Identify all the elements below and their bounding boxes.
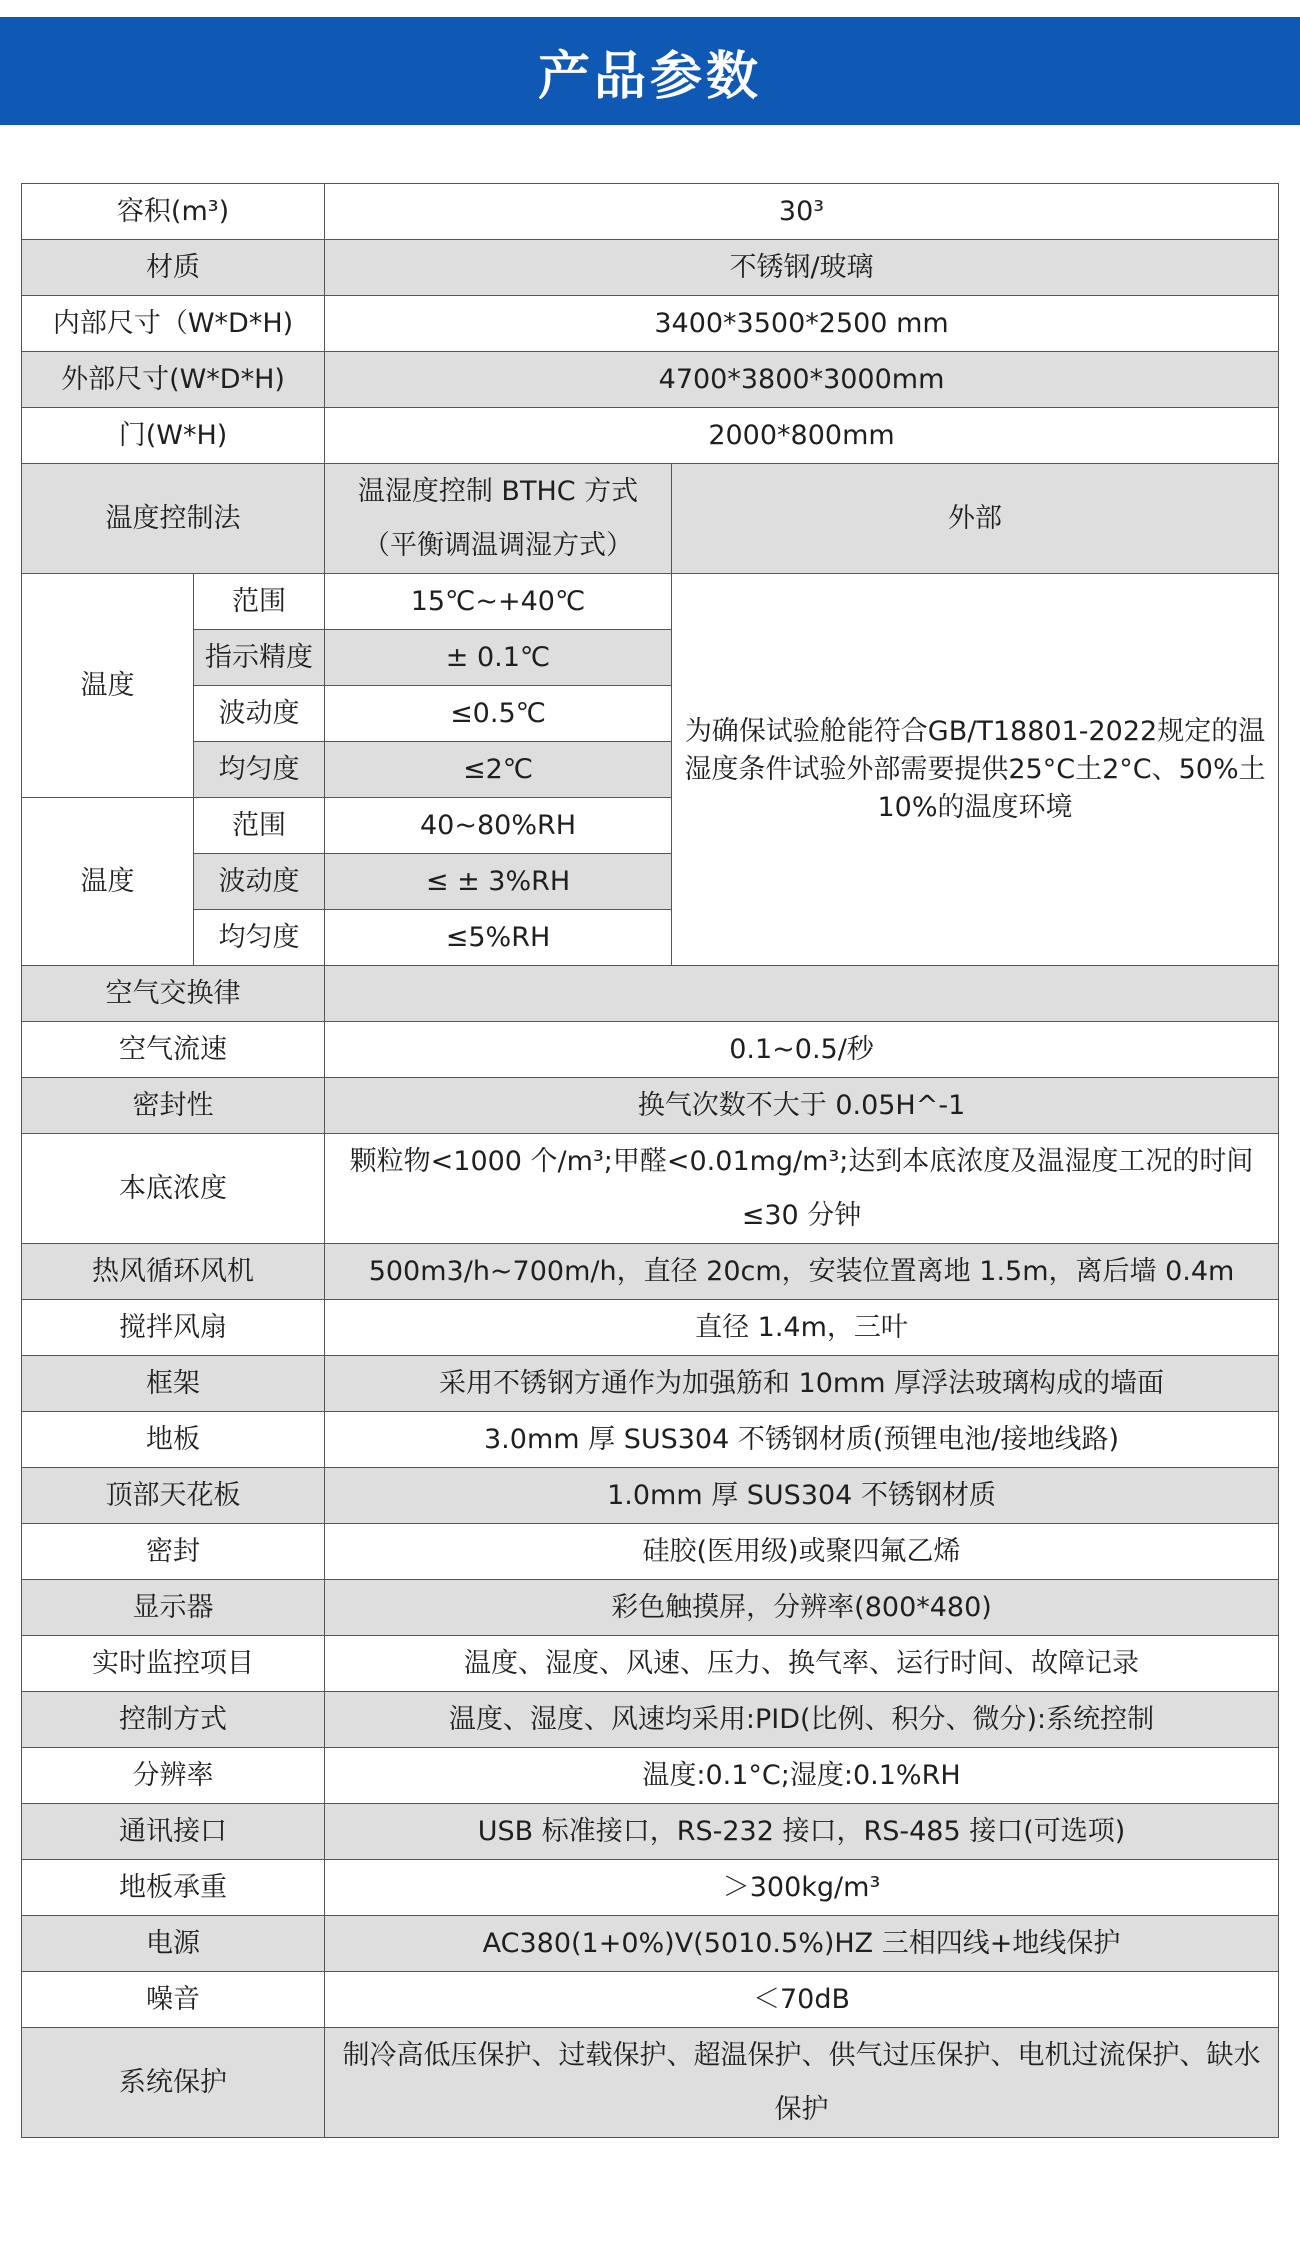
row-value: 1.0mm 厚 SUS304 不锈钢材质 [325,1468,1279,1524]
control-label: 温度控制法 [22,464,325,574]
row-value: 彩色触摸屏，分辨率(800*480) [325,1580,1279,1636]
sub-value: ± 0.1℃ [325,630,672,686]
row-label: 材质 [22,240,325,296]
table-row [22,1748,1279,1804]
row-value: 颗粒物<1000 个/m³;甲醛<0.01mg/m³;达到本底浓度及温湿度工况的时间≤30 分钟 [325,1134,1279,1244]
sub-value: ≤2℃ [325,742,672,798]
row-label: 显示器 [22,1580,325,1636]
table-row [22,1916,1279,1972]
row-label: 控制方式 [22,1692,325,1748]
table-row [22,1468,1279,1524]
table-row [22,240,1279,296]
table-row [22,1804,1279,1860]
row-label: 搅拌风扇 [22,1300,325,1356]
row-label: 地板承重 [22,1860,325,1916]
row-label: 容积(m³) [22,184,325,240]
sub-label: 指示精度 [194,630,325,686]
row-label: 分辨率 [22,1748,325,1804]
row-label: 系统保护 [22,2028,325,2138]
sub-value: ≤ ± 3%RH [325,854,672,910]
row-value: 500m3/h~700m/h，直径 20cm，安装位置离地 1.5m，离后墙 0.4m [325,1244,1279,1300]
sub-value: ≤0.5℃ [325,686,672,742]
row-value: 3.0mm 厚 SUS304 不锈钢材质(预锂电池/接地线路) [325,1412,1279,1468]
row-value: 4700*3800*3000mm [325,352,1279,408]
row-label: 实时监控项目 [22,1636,325,1692]
row-label: 框架 [22,1356,325,1412]
row-value: 直径 1.4m，三叶 [325,1300,1279,1356]
row-label: 通讯接口 [22,1804,325,1860]
row-label: 密封性 [22,1078,325,1134]
row-label: 密封 [22,1524,325,1580]
table-row [22,1134,1279,1244]
row-value: 采用不锈钢方通作为加强筋和 10mm 厚浮法玻璃构成的墙面 [325,1356,1279,1412]
row-value: 温度:0.1°C;湿度:0.1%RH [325,1748,1279,1804]
sub-value: ≤5%RH [325,910,672,966]
row-value: ＞300kg/m³ [325,1860,1279,1916]
row-label: 热风循环风机 [22,1244,325,1300]
sub-label: 范围 [194,574,325,630]
table-row [22,1244,1279,1300]
table-row [22,1860,1279,1916]
row-value: 不锈钢/玻璃 [325,240,1279,296]
humidity-group-label: 温度 [22,798,194,966]
table-row [22,352,1279,408]
row-value: 换气次数不大于 0.05H^-1 [325,1078,1279,1134]
row-label: 外部尺寸(W*D*H) [22,352,325,408]
row-label: 空气流速 [22,1022,325,1078]
table-row [22,1300,1279,1356]
temperature-group-label: 温度 [22,574,194,798]
control-row [22,464,1279,574]
page-title: 产品参数 [537,46,762,107]
row-label: 噪音 [22,1972,325,2028]
sub-label: 范围 [194,798,325,854]
table-row [22,1356,1279,1412]
row-value: 制冷高低压保护、过载保护、超温保护、供气过压保护、电机过流保护、缺水保护 [325,2028,1279,2138]
row-value: 2000*800mm [325,408,1279,464]
row-label: 门(W*H) [22,408,325,464]
row-label: 本底浓度 [22,1134,325,1244]
table-row [22,408,1279,464]
row-label: 顶部天花板 [22,1468,325,1524]
row-label: 内部尺寸（W*D*H) [22,296,325,352]
table-row [22,1692,1279,1748]
row-value: 硅胶(医用级)或聚四氟乙烯 [325,1524,1279,1580]
sub-label: 均匀度 [194,742,325,798]
table-row [22,1580,1279,1636]
table-row [22,1636,1279,1692]
row-value [325,966,1279,1022]
table-row [22,184,1279,240]
environment-note: 为确保试验舱能符合GB/T18801-2022规定的温湿度条件试验外部需要提供25°C土2°C、50%土10%的温度环境 [672,574,1279,966]
table-row [22,2028,1279,2138]
control-location: 外部 [672,464,1279,574]
row-value: 0.1~0.5/秒 [325,1022,1279,1078]
table-row [22,1972,1279,2028]
table-row [22,1022,1279,1078]
row-label: 地板 [22,1412,325,1468]
row-label: 空气交换律 [22,966,325,1022]
sub-value: 40~80%RH [325,798,672,854]
sub-label: 均匀度 [194,910,325,966]
row-value: 3400*3500*2500 mm [325,296,1279,352]
row-value: 30³ [325,184,1279,240]
row-label: 电源 [22,1916,325,1972]
sub-value: 15℃~+40℃ [325,574,672,630]
table-row [22,1524,1279,1580]
header-banner [0,17,1300,125]
row-value: ＜70dB [325,1972,1279,2028]
table-row [22,966,1279,1022]
row-value: 温度、湿度、风速均采用:PID(比例、积分、微分):系统控制 [325,1692,1279,1748]
control-method: 温湿度控制 BTHC 方式（平衡调温调湿方式） [325,464,672,574]
table-row [22,296,1279,352]
spec-table [21,183,1279,2138]
row-value: 温度、湿度、风速、压力、换气率、运行时间、故障记录 [325,1636,1279,1692]
row-value: USB 标准接口，RS-232 接口，RS-485 接口(可选项) [325,1804,1279,1860]
sub-label: 波动度 [194,686,325,742]
table-row [22,1412,1279,1468]
temperature-row [22,574,1279,630]
table-row [22,1078,1279,1134]
row-value: AC380(1+0%)V(5010.5%)HZ 三相四线+地线保护 [325,1916,1279,1972]
sub-label: 波动度 [194,854,325,910]
